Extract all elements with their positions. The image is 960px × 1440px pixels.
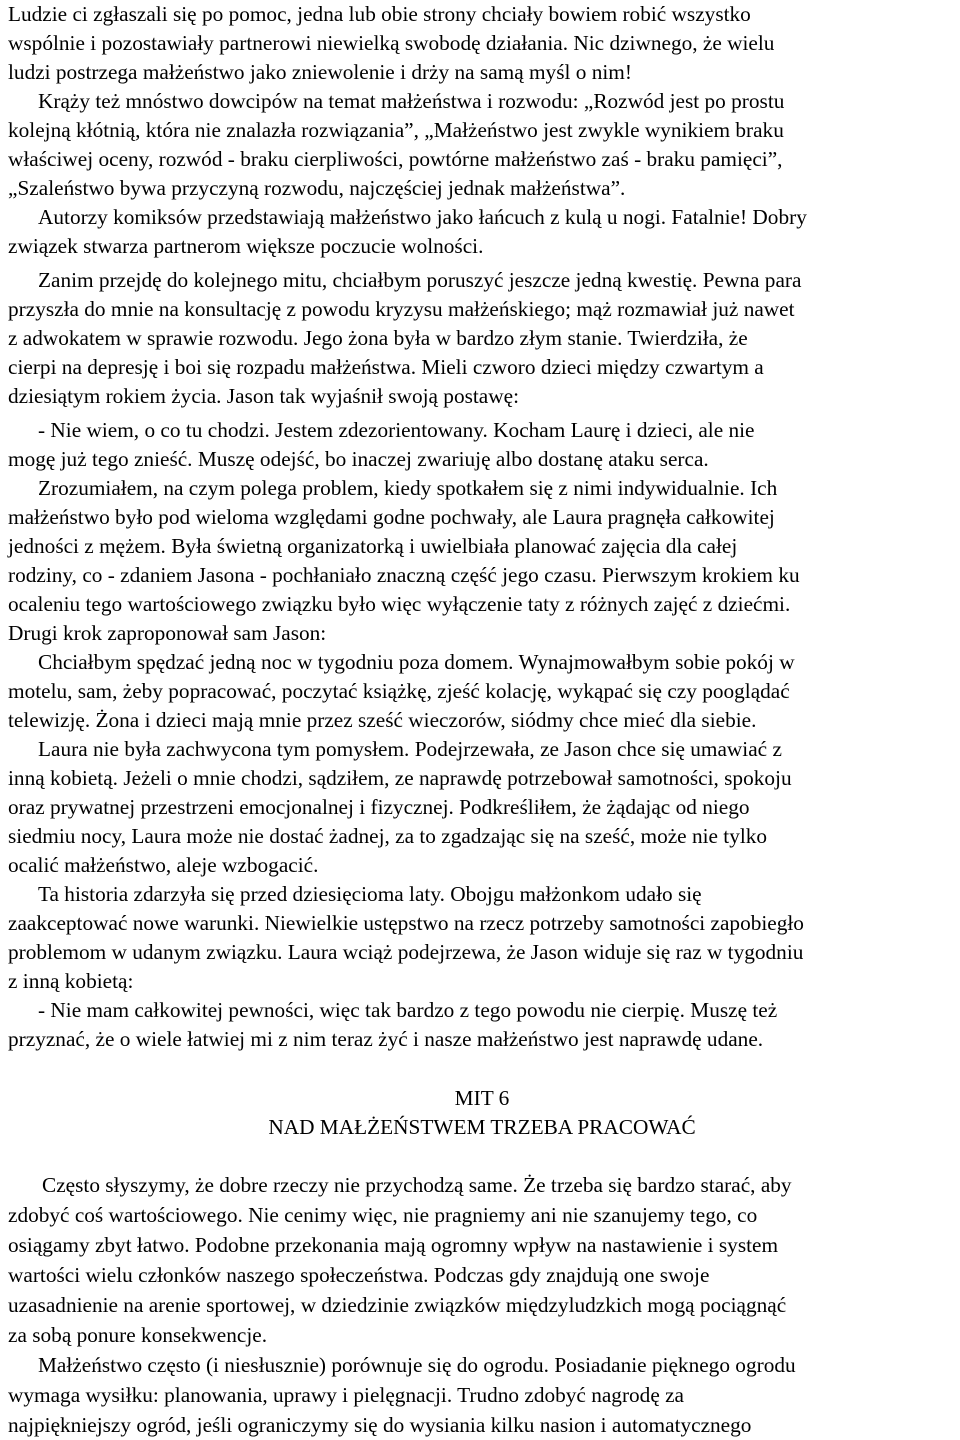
document-page	[8, 0, 956, 1440]
paragraph-11: Często słyszymy, że dobre rzeczy nie przychodzą same. Że trzeba się bardzo starać, aby zdobyć coś wartościowego. Nie cenimy więc, nie pragniemy ani nie szanujemy tego, co osiągamy zbyt łatwo. Podobne przekonania mają ogromny wpływ na nastawienie i system wartości wielu członków naszego społeczeństwa. Podczas gdy znajdują one swoje uzasadnienie na arenie sportowej, w dziedzinie związków międzyludzkich mogą pociągnąć za sobą ponure konsekwencje.	[8, 1173, 792, 1347]
paragraph-12: Małżeństwo często (i niesłusznie) porównuje się do ogrodu. Posiadanie pięknego ogrodu wymaga wysiłku: planowania, uprawy i pielęgnacji. Trudno zdobyć nagrodę za najpiękniejszy ogród, jeśli ograniczymy się do wysiania kilku nasion i automatycznego	[8, 1353, 796, 1437]
paragraph-2: Krąży też mnóstwo dowcipów na temat małżeństwa i rozwodu: „Rozwód jest po prostu kolejną kłótnią, która nie znalazła rozwiązania”, „Małżeństwo jest zwykle wynikiem braku właściwej oceny, rozwód - braku cierpliwości, powtórne małżeństwo zaś - braku pamięci”, „Szaleństwo bywa przyczyną rozwodu, najczęściej jednak małżeństwa”.	[8, 89, 785, 200]
chapter-number: MIT 6	[454, 1086, 510, 1110]
paragraph-4: Zanim przejdę do kolejnego mitu, chciałbym poruszyć jeszcze jedną kwestię. Pewna para przyszła do mnie na konsultację z powodu kryzysu małżeńskiego; mąż rozmawiał już nawet z adwokatem w sprawie rozwodu. Jego żona była w bardzo złym stanie. Twierdziła, że cierpi na depresję i boi się rozpadu małżeństwa. Mieli czworo dzieci między czwartym a dziesiątym rokiem życia. Jason tak wyjaśnił swoją postawę:	[8, 268, 802, 408]
paragraph-3: Autorzy komiksów przedstawiają małżeństwo jako łańcuch z kulą u nogi. Fatalnie! Dobry związek stwarza partnerom większe poczucie wolności.	[8, 205, 807, 258]
paragraph-1: Ludzie ci zgłaszali się po pomoc, jedna lub obie strony chciały bowiem robić wszystko wspólnie i pozostawiały partnerowi niewielką swobodę działania. Nic dziwnego, że wielu ludzi postrzega małżeństwo jako zniewolenie i drży na samą myśl o nim!	[8, 2, 775, 84]
paragraph-6: Zrozumiałem, na czym polega problem, kiedy spotkałem się z nimi indywidualnie. Ich małżeństwo było pod wieloma względami godne pochwały, ale Laura pragnęła całkowitej jedności z mężem. Była świetną organizatorką i uwielbiała planować zajęcia dla całej rodziny, co - zdaniem Jasona - pochłaniało znaczną część jego czasu. Pierwszym krokiem ku ocaleniu tego wartościowego związku było więc wyłączenie taty z różnych zajęć z dziećmi. Drugi krok zaproponował sam Jason:	[8, 476, 800, 645]
paragraph-10: - Nie mam całkowitej pewności, więc tak bardzo z tego powodu nie cierpię. Muszę też przyznać, że o wiele łatwiej mi z nim teraz żyć i nasze małżeństwo jest naprawdę udane.	[8, 998, 778, 1051]
chapter-heading	[8, 1084, 956, 1142]
paragraph-8: Laura nie była zachwycona tym pomysłem. Podejrzewała, ze Jason chce się umawiać z inną kobietą. Jeżeli o mnie chodzi, sądziłem, ze naprawdę potrzebował samotności, spokoju oraz prywatnej przestrzeni emocjonalnej i fizycznej. Podkreśliłem, że żądając od niego siedmiu nocy, Laura może nie dostać żadnej, za to zgadzając się na sześć, może nie tylko ocalić małżeństwo, aleje wzbogacić.	[8, 737, 792, 877]
chapter-title: NAD MAŁŻEŃSTWEM TRZEBA PRACOWAĆ	[268, 1115, 696, 1139]
paragraph-7: Chciałbym spędzać jedną noc w tygodniu poza domem. Wynajmowałbym sobie pokój w motelu, sam, żeby popracować, poczytać książkę, zjeść kolację, wykąpać się czy pooglądać telewizję. Żona i dzieci mają mnie przez sześć wieczorów, siódmy chce mieć dla siebie.	[8, 650, 795, 732]
paragraph-5: - Nie wiem, o co tu chodzi. Jestem zdezorientowany. Kocham Laurę i dzieci, ale nie mogę już tego znieść. Muszę odejść, bo inaczej zwariuję albo dostanę ataku serca.	[8, 418, 755, 471]
paragraph-9: Ta historia zdarzyła się przed dziesięcioma laty. Obojgu małżonkom udało się zaakceptować nowe warunki. Niewielkie ustępstwo na rzecz potrzeby samotności zapobiegło problemom w udanym związku. Laura wciąż podejrzewa, że Jason widuje się raz w tygodniu z inną kobietą:	[8, 882, 804, 993]
